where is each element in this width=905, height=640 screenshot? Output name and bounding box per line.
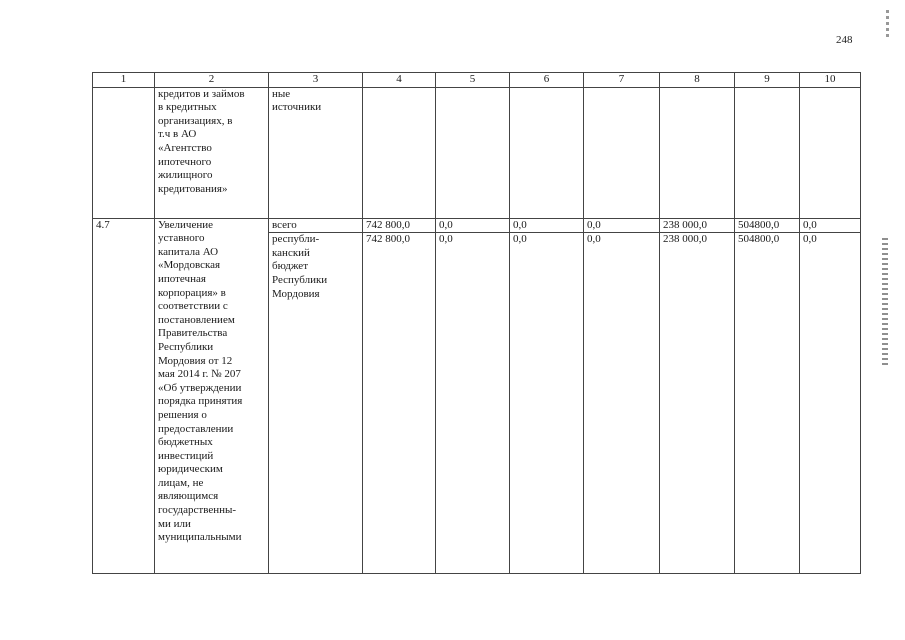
value-cell: 0,0 [800, 233, 861, 574]
description-line: постановлением [158, 313, 235, 326]
description-line: в кредитных [158, 101, 217, 114]
description-line: корпорация» в [158, 286, 226, 299]
table-cell [800, 87, 861, 218]
value-cell: 0,0 [800, 218, 861, 233]
column-header: 7 [584, 73, 660, 88]
description-line: муниципальными [158, 531, 242, 544]
description-line: Увеличение [158, 218, 214, 231]
source-line: бюджет [272, 260, 308, 273]
source-line: канский [272, 246, 310, 259]
description-line: предоставлении [158, 422, 234, 435]
table-cell [735, 87, 800, 218]
table-cell [510, 87, 584, 218]
source-republic [269, 233, 363, 574]
description-line: Республики [158, 340, 214, 353]
table-cell [584, 87, 660, 218]
value-cell: 238 000,0 [660, 218, 735, 233]
description-line: кредитов и займов [158, 87, 245, 100]
value-cell: 0,0 [510, 233, 584, 574]
description-line: государственны- [158, 504, 237, 517]
description-line: жилищного [158, 169, 213, 182]
continuation-row [93, 87, 861, 218]
description-line: Мордовия от 12 [158, 354, 233, 367]
source-line: Мордовия [272, 287, 320, 300]
item-description [155, 218, 269, 574]
description-line: юридическим [158, 463, 223, 476]
source-line: источники [272, 101, 322, 114]
column-header: 10 [800, 73, 861, 88]
value-cell: 0,0 [436, 218, 510, 233]
description-line: «Об утверждении [158, 381, 242, 394]
description-line: мая 2014 г. № 207 [158, 368, 241, 381]
description-line: уставного [158, 232, 205, 245]
value-cell: 504800,0 [735, 218, 800, 233]
description-line: бюджетных [158, 436, 213, 449]
value-cell: 0,0 [436, 233, 510, 574]
description-line: инвестиций [158, 449, 214, 462]
column-header: 2 [155, 73, 269, 88]
table-cell [436, 87, 510, 218]
description-line: «Мордовская [158, 259, 221, 272]
continued-source [269, 87, 363, 218]
value-cell: 238 000,0 [660, 233, 735, 574]
description-line: ипотечная [158, 272, 206, 285]
description-line: лицам, не [158, 476, 204, 489]
source-line: ные [272, 87, 291, 100]
description-line: соответствии с [158, 300, 228, 313]
source-total: всего [269, 218, 363, 233]
description-line: кредитования» [158, 182, 228, 195]
value-cell: 742 800,0 [363, 233, 436, 574]
column-number-row [93, 73, 861, 88]
description-line: Правительства [158, 327, 228, 340]
description-line: т.ч в АО [158, 128, 197, 141]
table-cell [363, 87, 436, 218]
page-number: 248 [836, 34, 853, 46]
description-line: капитала АО [158, 245, 219, 258]
description-line: решения о [158, 408, 207, 421]
table-row-total [93, 218, 861, 233]
value-cell: 0,0 [584, 233, 660, 574]
value-cell: 0,0 [584, 218, 660, 233]
description-line: ипотечного [158, 155, 212, 168]
source-line: Республики [272, 273, 328, 286]
description-line: являющимся [158, 490, 219, 503]
table-cell [93, 87, 155, 218]
description-line: «Агентство [158, 141, 212, 154]
scan-artifact-top [886, 10, 889, 40]
column-header: 1 [93, 73, 155, 88]
scan-artifact-right [882, 238, 888, 368]
item-number: 4.7 [93, 218, 155, 574]
source-line: республи- [272, 233, 320, 246]
column-header: 9 [735, 73, 800, 88]
value-cell: 742 800,0 [363, 218, 436, 233]
column-header: 4 [363, 73, 436, 88]
description-line: организациях, в [158, 114, 233, 127]
description-line: ми или [158, 517, 191, 530]
column-header: 6 [510, 73, 584, 88]
value-cell: 0,0 [510, 218, 584, 233]
column-header: 5 [436, 73, 510, 88]
continued-description [155, 87, 269, 218]
column-header: 8 [660, 73, 735, 88]
budget-table [92, 72, 861, 574]
column-header: 3 [269, 73, 363, 88]
description-line: порядка принятия [158, 395, 243, 408]
value-cell: 504800,0 [735, 233, 800, 574]
table-cell [660, 87, 735, 218]
